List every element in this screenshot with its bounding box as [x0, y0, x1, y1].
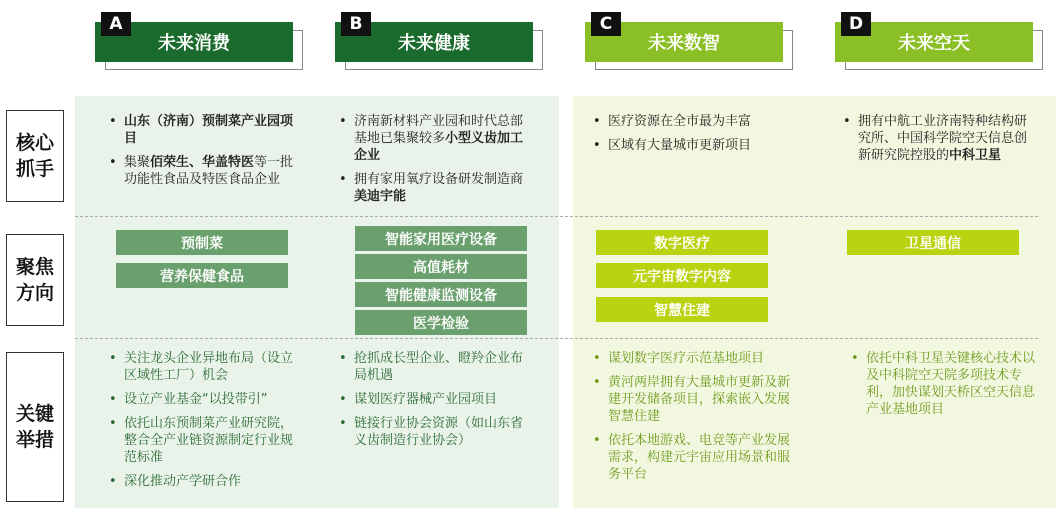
row-label-core: 核心抓手	[6, 110, 64, 202]
column-letter: B	[341, 12, 371, 36]
column-letter: D	[841, 12, 871, 36]
focus-tag: 智慧住建	[596, 297, 768, 322]
row-label-focus: 聚焦方向	[6, 234, 64, 326]
action-item: • 依托本地游戏、电竞等产业发展需求，构建元宇宙应用场景和服务平台	[590, 432, 795, 483]
actions-list-c	[590, 350, 795, 490]
focus-tag: 智能家用医疗设备	[355, 226, 527, 251]
actions-list-b	[336, 350, 526, 456]
column-header-d	[835, 12, 1045, 72]
action-item: • 关注龙头企业异地布局（设立区域性工厂）机会	[106, 350, 296, 384]
action-item: • 依托山东预制菜产业研究院，整合全产业链资源制定行业规范标准	[106, 415, 296, 466]
core-list-d	[840, 113, 1030, 171]
column-header-a	[95, 12, 305, 72]
column-letter: A	[101, 12, 131, 36]
focus-tag: 卫星通信	[847, 230, 1019, 255]
action-item: • 设立产业基金“以投带引”	[106, 391, 296, 408]
action-item: • 谋划数字医疗示范基地项目	[590, 350, 795, 367]
focus-tag: 高值耗材	[355, 254, 527, 279]
core-item: • 集聚佰荣生、华盖特医等一批功能性食品及特医食品企业	[106, 154, 296, 188]
focus-tag: 元宇宙数字内容	[596, 263, 768, 288]
row-divider-1	[75, 216, 1038, 217]
actions-list-d	[848, 350, 1038, 425]
core-item: • 山东（济南）预制菜产业园项目	[106, 113, 296, 147]
focus-tag: 医学检验	[355, 310, 527, 335]
column-title: 未来空天	[835, 22, 1033, 62]
core-item: • 拥有中航工业济南特种结构研究所、中国科学院空天信息创新研究院控股的中科卫星	[840, 113, 1030, 164]
action-item: • 深化推动产学研合作	[106, 473, 296, 490]
core-item: • 区域有大量城市更新项目	[590, 137, 790, 154]
focus-tag: 营养保健食品	[116, 263, 288, 288]
column-header-c	[585, 12, 795, 72]
core-item: • 医疗资源在全市最为丰富	[590, 113, 790, 130]
column-header-b	[335, 12, 545, 72]
core-list-b	[336, 113, 526, 212]
actions-list-a	[106, 350, 296, 497]
action-item: • 链接行业协会资源（如山东省义齿制造行业协会）	[336, 415, 526, 449]
core-list-a	[106, 113, 296, 195]
focus-tag: 智能健康监测设备	[355, 282, 527, 307]
column-letter: C	[591, 12, 621, 36]
column-title: 未来消费	[95, 22, 293, 62]
focus-tag: 数字医疗	[596, 230, 768, 255]
column-title: 未来数智	[585, 22, 783, 62]
action-item: • 抢抓成长型企业、瞪羚企业布局机遇	[336, 350, 526, 384]
row-divider-2	[75, 338, 1038, 339]
core-list-c	[590, 113, 790, 161]
column-title: 未来健康	[335, 22, 533, 62]
row-label-actions: 关键举措	[6, 352, 64, 502]
action-item: • 黄河两岸拥有大量城市更新及新建开发储备项目，探索嵌入发展智慧住建	[590, 374, 795, 425]
focus-tag: 预制菜	[116, 230, 288, 255]
core-item: • 拥有家用氧疗设备研发制造商美迪宇能	[336, 171, 526, 205]
core-item: • 济南新材料产业园和时代总部基地已集聚较多小型义齿加工企业	[336, 113, 526, 164]
action-item: • 谋划医疗器械产业园项目	[336, 391, 526, 408]
action-item: • 依托中科卫星关键核心技术以及中科院空天院多项技术专利，加快谋划天桥区空天信息产业基地项目	[848, 350, 1038, 418]
